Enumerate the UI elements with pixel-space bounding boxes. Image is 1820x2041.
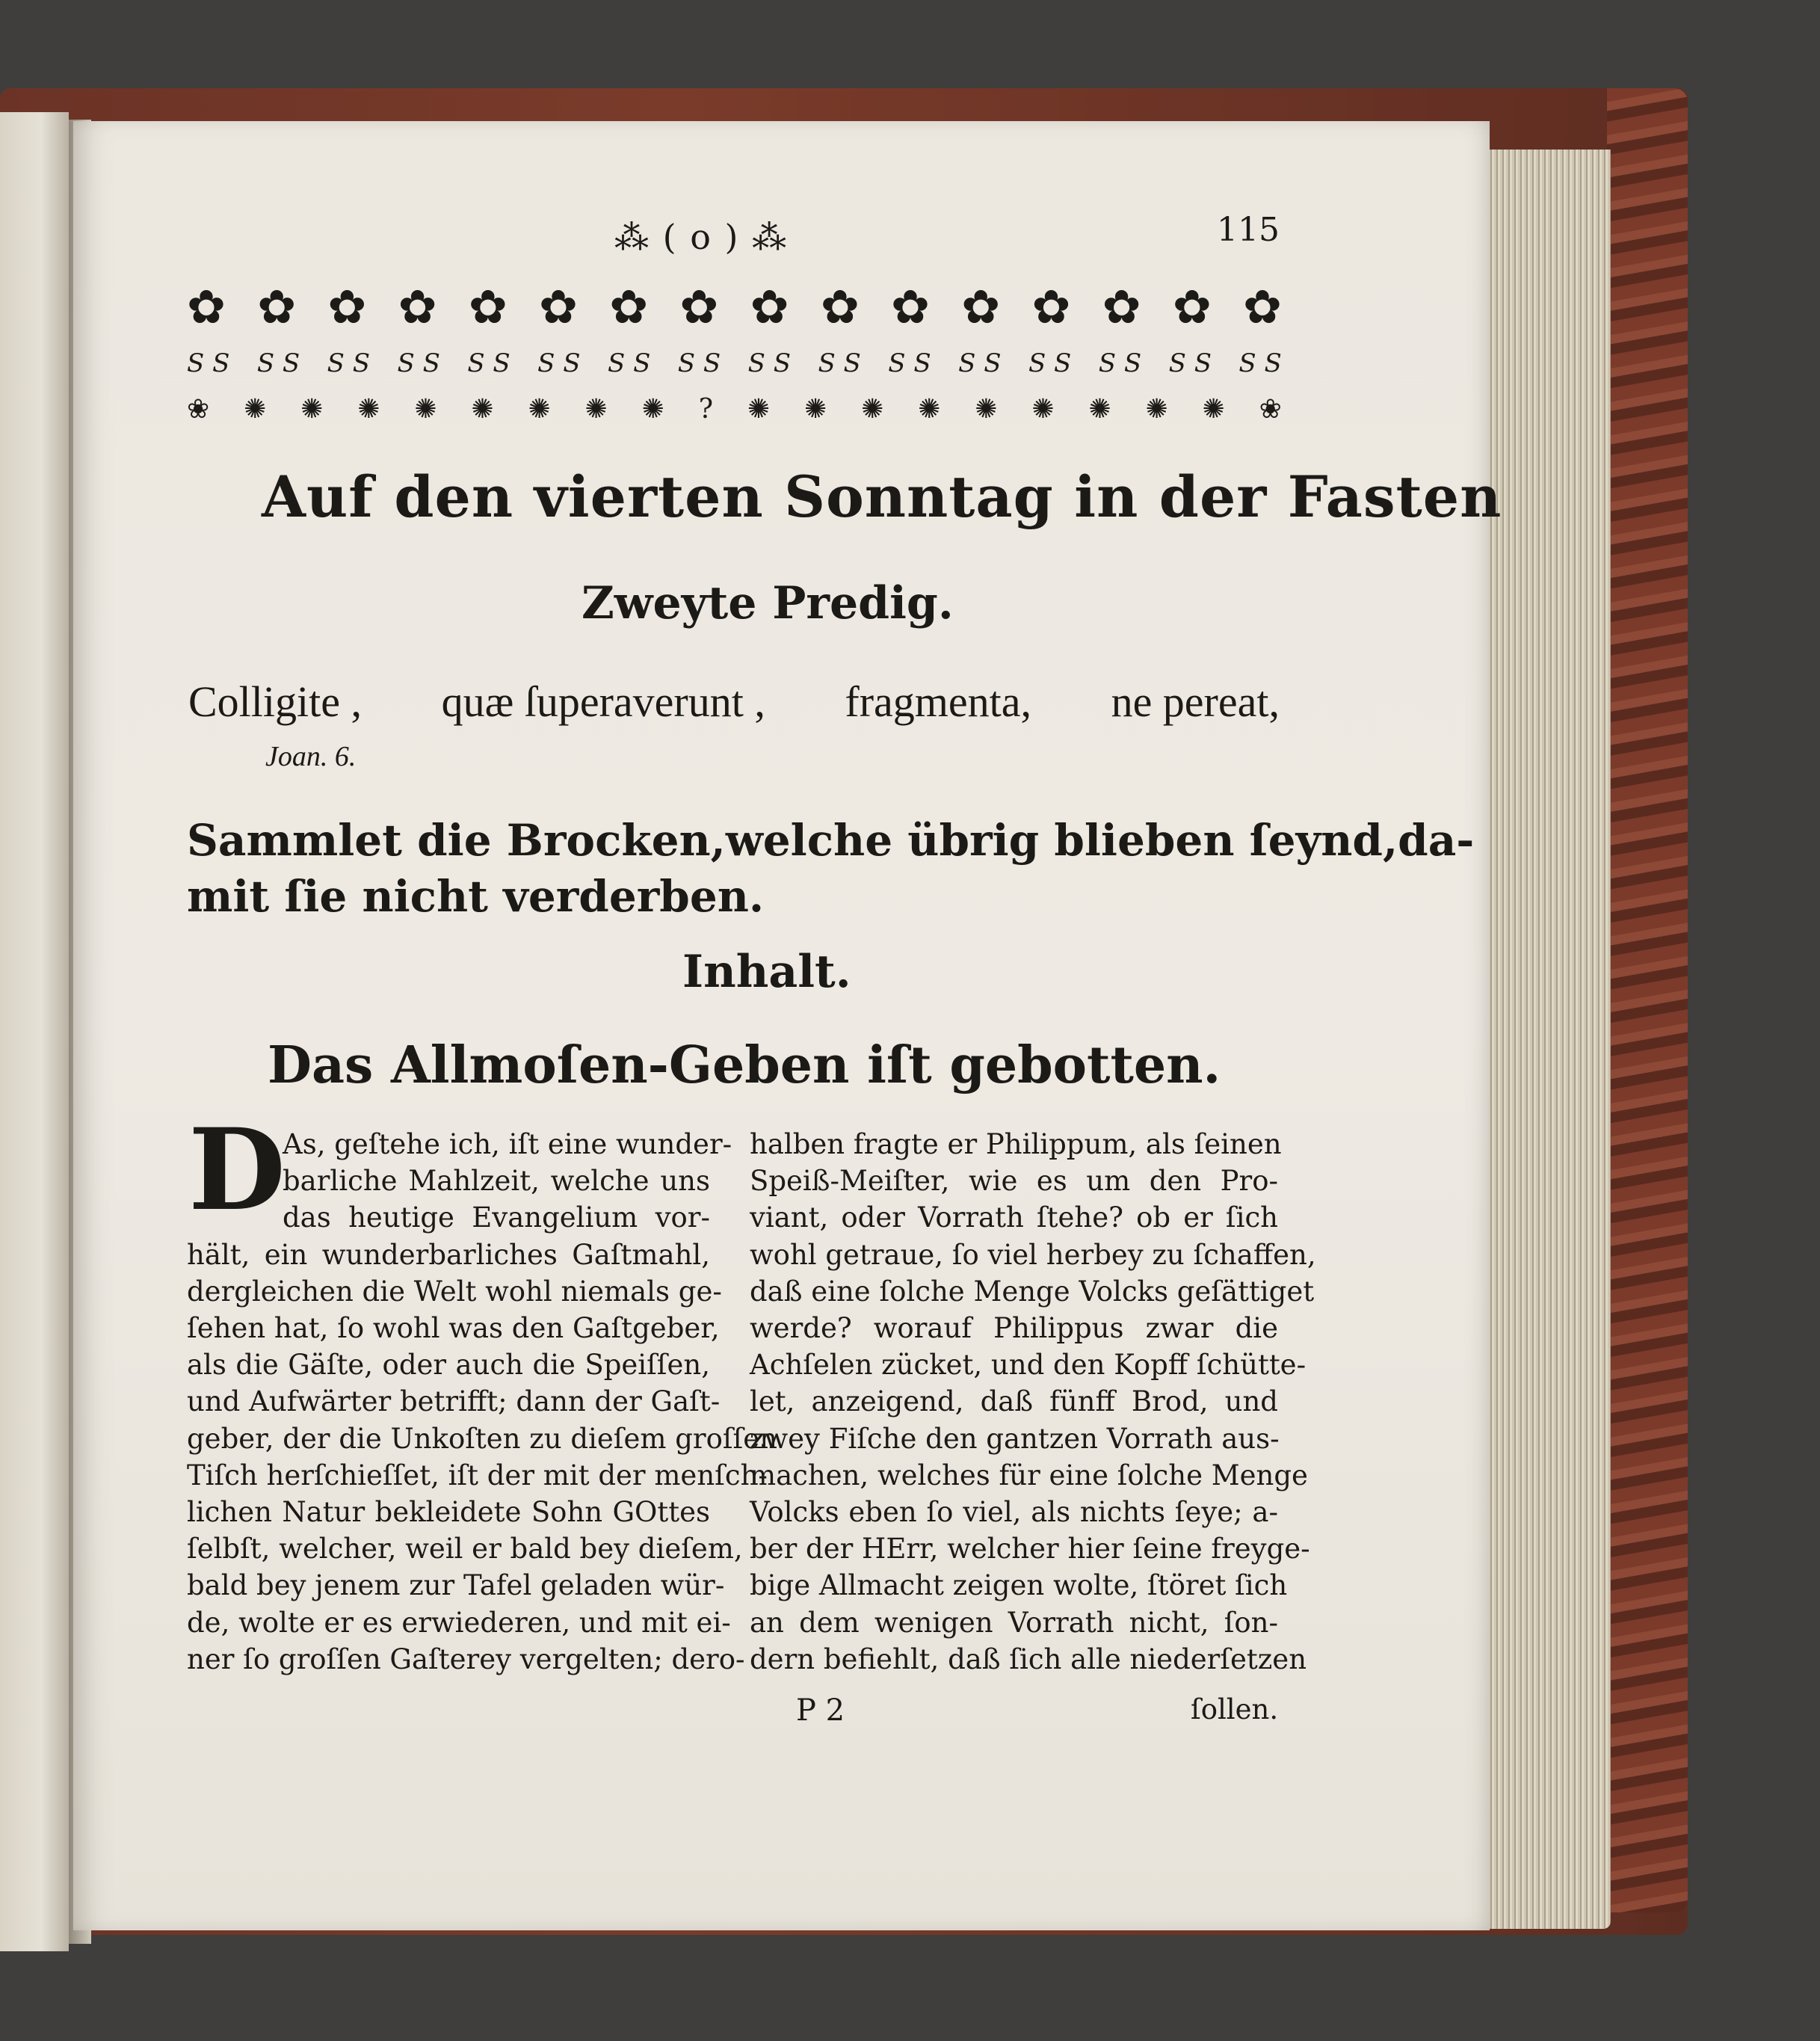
ornament-glyph: S S [1098, 348, 1142, 378]
ornament-glyph: ? [698, 394, 714, 425]
scripture-reference: Joan. 6. [265, 741, 357, 772]
ornament-scroll-row [187, 350, 1282, 377]
section-title: Das Allmoſen-Geben iſt gebotten. [268, 1035, 1221, 1095]
ornament-glyph: ✺ [1088, 394, 1111, 425]
ornament-glyph: ✿ [1172, 280, 1212, 334]
header-ornament: ⁂ ( o ) ⁂ [614, 217, 789, 257]
text-line: ber der HErr, welcher hier ſeine freyge- [750, 1533, 1310, 1566]
text-line: barliche Mahlzeit, welche uns [283, 1165, 710, 1198]
text-line: viant, oder Vorrath ſtehe? ob er ſich [750, 1201, 1278, 1234]
latin-word: quæ ſuperaverunt , [441, 677, 765, 726]
text-line: let, anzeigend, daß fünff Brod, und [750, 1385, 1278, 1418]
text-line: ner ſo groſſen Gaſterey vergelten; dero- [187, 1643, 745, 1675]
catchword: ſollen. [1191, 1693, 1279, 1726]
ornament-band [187, 280, 1282, 425]
sermon-title: Auf den vierten Sonntag in der Fasten [262, 464, 1502, 530]
ornament-glyph: ✿ [961, 280, 1001, 334]
text-line: machen, welches für eine ſolche Menge [750, 1459, 1308, 1492]
ornament-glyph: S S [607, 348, 651, 378]
latin-word: ne pereat, [1111, 677, 1280, 726]
ornament-glyph: ✿ [257, 280, 297, 334]
ornament-glyph: ✿ [398, 280, 437, 334]
text-line: als die Gäſte, oder auch die Speiſſen, [187, 1349, 710, 1382]
ornament-glyph: ✺ [300, 394, 324, 425]
ornament-glyph: S S [1168, 348, 1212, 378]
text-line: As, geſtehe ich, iſt eine wunder- [283, 1128, 732, 1160]
ornament-glyph: ✺ [244, 394, 267, 425]
ornament-glyph: S S [1238, 348, 1282, 378]
text-line: bige Allmacht zeigen wolte, ſtöret ſich [750, 1569, 1288, 1602]
text-line: dergleichen die Welt wohl niemals ge- [187, 1275, 722, 1308]
german-translation-line-2: mit ſie nicht verderben. [187, 871, 765, 922]
text-line: wohl getraue, ſo viel herbey zu ſchaffen, [750, 1238, 1316, 1271]
text-line: Tiſch herſchieſſet, iſt der mit der menſch- [187, 1459, 768, 1492]
german-translation-line-1 [187, 815, 1475, 866]
ornament-glyph: ✿ [679, 280, 719, 334]
ornament-glyph: S S [327, 348, 371, 378]
latin-quote [188, 677, 1280, 727]
ornament-glyph: ✿ [750, 280, 789, 334]
ornament-glyph: S S [888, 348, 931, 378]
ornament-glyph: ✿ [187, 280, 226, 334]
german-phrase: welche übrig blieben ſeynd, [725, 815, 1398, 866]
sermon-subtitle: Zweyte Predig. [582, 577, 954, 629]
ornament-glyph: S S [187, 348, 230, 378]
ornament-glyph: ✿ [539, 280, 578, 334]
text-line: halben fragte er Philippum, als ſeinen [750, 1128, 1282, 1160]
latin-word: fragmenta, [845, 677, 1031, 726]
section-heading: Inhalt. [682, 946, 851, 998]
ornament-glyph: ✿ [820, 280, 860, 334]
ornament-glyph: ✿ [327, 280, 367, 334]
text-line: ſelbſt, welcher, weil er bald bey dieſem, [187, 1533, 743, 1566]
ornament-glyph: ✺ [975, 394, 998, 425]
left-text-column [187, 1126, 777, 1678]
ornament-glyph: ✺ [584, 394, 608, 425]
text-line: das heutige Evangelium vor- [283, 1201, 710, 1234]
ornament-glyph: S S [1028, 348, 1072, 378]
previous-page-edge [0, 112, 69, 1951]
ornament-glyph: ✿ [1102, 280, 1141, 334]
right-text-column [750, 1126, 1316, 1678]
ornament-glyph: ✺ [1202, 394, 1225, 425]
ornament-glyph: S S [537, 348, 581, 378]
german-phrase: da- [1398, 815, 1475, 866]
ornament-glyph: ✺ [1145, 394, 1168, 425]
ornament-glyph: S S [256, 348, 300, 378]
ornament-glyph: ✺ [861, 394, 884, 425]
text-line: und Aufwärter betrifft; dann der Gaſt- [187, 1385, 721, 1418]
ornament-glyph: S S [397, 348, 440, 378]
ornament-glyph: ❀ [1259, 394, 1282, 425]
ornament-glyph: ✺ [357, 394, 380, 425]
book-cover-edge [1607, 88, 1688, 1912]
ornament-glyph: S S [818, 348, 861, 378]
text-line: lichen Natur bekleidete Sohn GOttes [187, 1496, 710, 1529]
text-line: dern befiehlt, daß ſich alle niederſetzen [750, 1643, 1307, 1675]
text-line: Speiß-Meiſter, wie es um den Pro- [750, 1165, 1278, 1198]
ornament-glyph: ✿ [1243, 280, 1282, 334]
text-line: ſehen hat, ſo wohl was den Gaſtgeber, [187, 1312, 720, 1345]
ornament-glyph: ❀ [187, 394, 210, 425]
ornament-glyph: ✺ [747, 394, 771, 425]
ornament-rosette-row [187, 395, 1282, 425]
ornament-glyph: ✺ [804, 394, 827, 425]
text-line: an dem wenigen Vorrath nicht, ſon- [750, 1606, 1278, 1639]
text-line: hält, ein wunderbarliches Gaſtmahl, [187, 1238, 710, 1271]
text-line: Volcks eben ſo viel, als nichts ſeye; a- [750, 1496, 1278, 1529]
ornament-glyph: ✺ [414, 394, 437, 425]
ornament-glyph: ✺ [918, 394, 941, 425]
ornament-glyph: S S [958, 348, 1002, 378]
text-line: zwey Fiſche den gantzen Vorrath aus- [750, 1422, 1280, 1455]
text-line: werde? worauf Philippus zwar die [750, 1312, 1278, 1345]
signature-mark: P 2 [796, 1693, 845, 1728]
ornament-glyph: ✿ [468, 280, 508, 334]
ornament-flower-row [187, 280, 1282, 334]
text-line: de, wolte er es erwiederen, und mit ei- [187, 1606, 731, 1639]
page-stack-edge [1476, 150, 1611, 1929]
page-number: 115 [1217, 211, 1280, 249]
ornament-glyph: ✺ [1031, 394, 1055, 425]
german-phrase: Sammlet die Brocken, [187, 815, 726, 866]
text-line: bald bey jenem zur Tafel geladen wür- [187, 1569, 725, 1602]
ornament-glyph: ✿ [891, 280, 930, 334]
ornament-glyph: ✺ [528, 394, 551, 425]
ornament-glyph: ✺ [471, 394, 494, 425]
ornament-glyph: S S [467, 348, 510, 378]
drop-cap: D [188, 1104, 286, 1236]
text-line: Achſelen zücket, und den Kopff ſchütte- [750, 1349, 1307, 1382]
ornament-glyph: S S [677, 348, 721, 378]
ornament-glyph: ✿ [609, 280, 649, 334]
latin-word: Colligite , [188, 677, 362, 726]
ornament-glyph: ✺ [641, 394, 664, 425]
ornament-glyph: ✿ [1031, 280, 1071, 334]
ornament-glyph: S S [747, 348, 792, 378]
text-line: geber, der die Unkoſten zu dieſem groſſen [187, 1422, 777, 1455]
text-line: daß eine ſolche Menge Volcks geſättiget [750, 1275, 1315, 1308]
